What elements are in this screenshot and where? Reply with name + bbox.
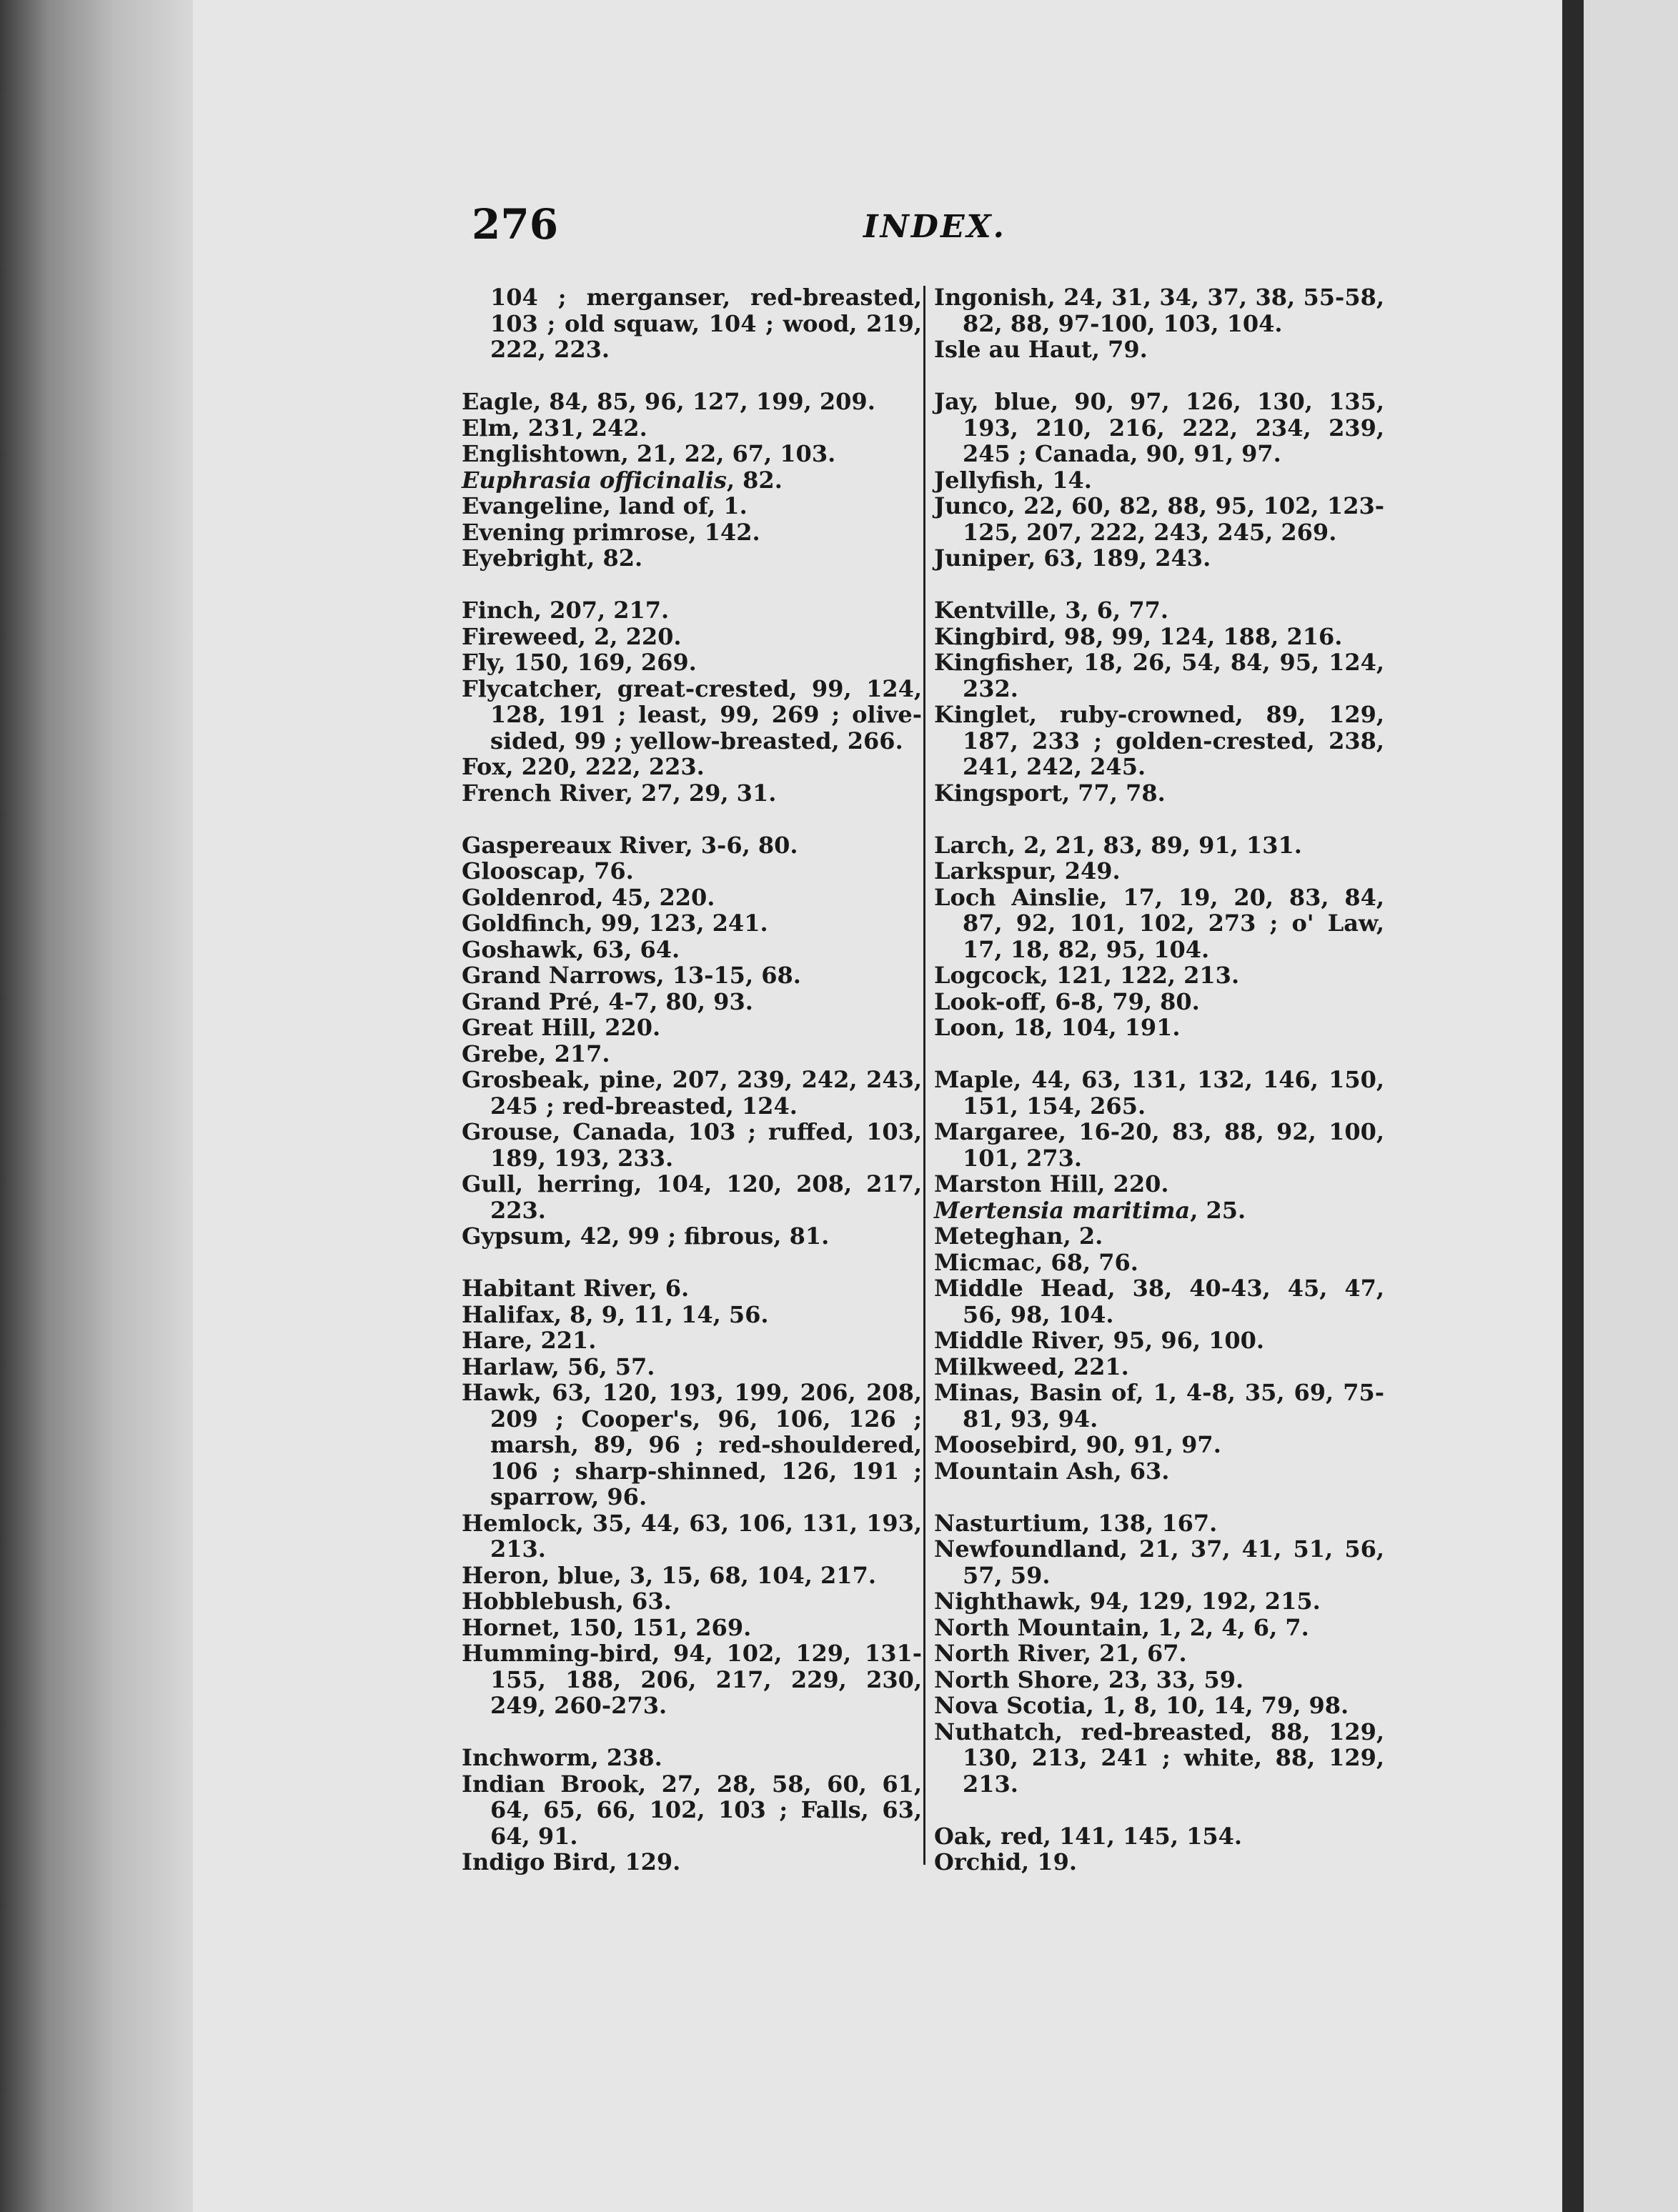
index-entry: Nuthatch, red-breasted, 88, 129, 130, 213, 241 ; white, 88, 129, 213. [934, 1718, 1384, 1798]
index-entry: Hobblebush, 63. [462, 1588, 672, 1615]
letter-group-gap [462, 1250, 922, 1276]
index-entry: Grand Pré, 4-7, 80, 93. [462, 987, 753, 1015]
letter-group-gap [462, 572, 922, 598]
index-entry: Marston Hill, 220. [934, 1170, 1169, 1197]
index-entry-continuation: 104 ; merganser, red-breasted, 103 ; old squaw, 104 ; wood, 219, 222, 223. [490, 284, 922, 363]
index-entry: Goldenrod, 45, 220. [462, 883, 715, 911]
index-entry: Eyebright, 82. [462, 544, 643, 572]
index-entry: Nasturtium, 138, 167. [934, 1509, 1218, 1537]
index-entry: Logcock, 121, 122, 213. [934, 962, 1240, 989]
index-entry: Englishtown, 21, 22, 67, 103. [462, 440, 836, 467]
page-header [472, 200, 1436, 250]
letter-group-gap [934, 1041, 1384, 1067]
index-entry: Gypsum, 42, 99 ; fibrous, 81. [462, 1222, 830, 1250]
index-entry: French River, 27, 29, 31. [462, 779, 777, 807]
index-entry: Larch, 2, 21, 83, 89, 91, 131. [934, 831, 1302, 859]
index-entry: Loon, 18, 104, 191. [934, 1014, 1181, 1041]
index-entry: Juniper, 63, 189, 243. [934, 544, 1211, 572]
entry-italic-term: Euphrasia officinalis [462, 466, 727, 494]
index-entry: Isle au Haut, 79. [934, 336, 1148, 363]
index-entry: Hornet, 150, 151, 269. [462, 1613, 752, 1641]
running-head: INDEX. [863, 209, 1006, 245]
index-entry: Grouse, Canada, 103 ; ruffed, 103, 189, 193, 233. [462, 1118, 922, 1172]
index-entry: Gaspereaux River, 3-6, 80. [462, 831, 798, 859]
book-gutter [1562, 0, 1584, 2212]
index-entry: Eagle, 84, 85, 96, 127, 199, 209. [462, 388, 875, 415]
index-entry: Middle River, 95, 96, 100. [934, 1327, 1265, 1354]
index-entry: Hemlock, 35, 44, 63, 106, 131, 193, 213. [462, 1509, 922, 1563]
index-entry: Nova Scotia, 1, 8, 10, 14, 79, 98. [934, 1692, 1349, 1719]
index-entry: North Mountain, 1, 2, 4, 6, 7. [934, 1613, 1309, 1641]
index-entry: Goldfinch, 99, 123, 241. [462, 910, 768, 937]
index-entry: Mountain Ash, 63. [934, 1457, 1170, 1485]
index-entry: Kentville, 3, 6, 77. [934, 597, 1168, 624]
index-entry: Grand Narrows, 13-15, 68. [462, 962, 801, 989]
index-entry: Junco, 22, 60, 82, 88, 95, 102, 123-125, 207, 222, 243, 245, 269. [934, 492, 1384, 546]
index-entry: Flycatcher, great-crested, 99, 124, 128, 191 ; least, 99, 269 ; olive-sided, 99 ; yellow-breasted, 266. [462, 674, 922, 754]
index-entry: Gull, herring, 104, 120, 208, 217, 223. [462, 1170, 922, 1224]
index-column-left [462, 284, 922, 1875]
index-entry [462, 467, 922, 494]
entry-italic-term: Mertensia maritima [934, 1196, 1191, 1224]
index-column-right [934, 284, 1384, 1875]
index-entry: Jay, blue, 90, 97, 126, 130, 135, 193, 210, 216, 222, 234, 239, 245 ; Canada, 90, 91, 97. [934, 388, 1384, 467]
index-entry: Nighthawk, 94, 129, 192, 215. [934, 1588, 1321, 1615]
entry-pages: , 25. [1190, 1196, 1246, 1224]
index-entry: North River, 21, 67. [934, 1640, 1187, 1667]
index-entry: Kingbird, 98, 99, 124, 188, 216. [934, 622, 1343, 650]
index-entry: Meteghan, 2. [934, 1222, 1103, 1250]
index-entry: Halifax, 8, 9, 11, 14, 56. [462, 1300, 769, 1328]
index-entry: Evening primrose, 142. [462, 518, 760, 546]
letter-group-gap [462, 363, 922, 389]
index-entry: Hare, 221. [462, 1327, 597, 1354]
index-entry: Glooscap, 76. [462, 857, 634, 885]
page-edge-shading [0, 0, 193, 2212]
index-entry [934, 1197, 1384, 1224]
index-entry: Habitant River, 6. [462, 1275, 690, 1302]
index-entry: Look-off, 6-8, 79, 80. [934, 987, 1200, 1015]
index-entry: Inchworm, 238. [462, 1744, 662, 1771]
index-entry: Newfoundland, 21, 37, 41, 51, 56, 57, 59. [934, 1535, 1384, 1589]
index-entry: Indian Brook, 27, 28, 58, 60, 61, 64, 65, 66, 102, 103 ; Falls, 63, 64, 91. [462, 1770, 922, 1850]
index-entry: Loch Ainslie, 17, 19, 20, 83, 84, 87, 92, 101, 102, 273 ; o' Law, 17, 18, 82, 95, 104. [934, 883, 1384, 963]
index-entry: Maple, 44, 63, 131, 132, 146, 150, 151, 154, 265. [934, 1066, 1384, 1120]
letter-group-gap [462, 1719, 922, 1745]
entry-pages: , 82. [726, 466, 783, 494]
index-entry: Fireweed, 2, 220. [462, 622, 682, 650]
index-entry: Fly, 150, 169, 269. [462, 649, 697, 676]
index-entry: Kinglet, ruby-crowned, 89, 129, 187, 233 ; golden-crested, 238, 241, 242, 245. [934, 701, 1384, 780]
index-entry: Oak, red, 141, 145, 154. [934, 1822, 1243, 1850]
index-entry: Hawk, 63, 120, 193, 199, 206, 208, 209 ; Cooper's, 96, 106, 126 ; marsh, 89, 96 ; red-shouldered, 106 ; sharp-shinned, 126, 191 ; sparrow, 96. [462, 1379, 922, 1510]
letter-group-gap [934, 806, 1384, 832]
index-entry: Milkweed, 221. [934, 1352, 1129, 1380]
letter-group-gap [934, 363, 1384, 389]
letter-group-gap [934, 1484, 1384, 1510]
index-entry: Heron, blue, 3, 15, 68, 104, 217. [462, 1561, 876, 1589]
index-entry: Grosbeak, pine, 207, 239, 242, 243, 245 ; red-breasted, 124. [462, 1066, 922, 1120]
index-entry: Harlaw, 56, 57. [462, 1352, 655, 1380]
page-number: 276 [472, 200, 559, 249]
index-entry: Micmac, 68, 76. [934, 1248, 1138, 1276]
index-entry: Finch, 207, 217. [462, 597, 670, 624]
column-divider [923, 286, 925, 1865]
index-entry: Moosebird, 90, 91, 97. [934, 1431, 1221, 1458]
index-entry: Fox, 220, 222, 223. [462, 753, 705, 780]
index-entry: Orchid, 19. [934, 1848, 1077, 1875]
letter-group-gap [934, 572, 1384, 598]
index-entry: Middle Head, 38, 40-43, 45, 47, 56, 98, 104. [934, 1275, 1384, 1328]
index-entry: Elm, 231, 242. [462, 414, 647, 442]
letter-group-gap [462, 806, 922, 832]
facing-page-strip [1584, 0, 1678, 2212]
letter-group-gap [934, 1797, 1384, 1823]
index-entry: Evangeline, land of, 1. [462, 492, 748, 519]
index-entry: Goshawk, 63, 64. [462, 935, 680, 963]
index-entry: Jellyfish, 14. [934, 466, 1092, 494]
index-entry: Ingonish, 24, 31, 34, 37, 38, 55-58, 82, 88, 97-100, 103, 104. [934, 284, 1384, 337]
index-entry: Kingsport, 77, 78. [934, 779, 1166, 807]
index-entry: Indigo Bird, 129. [462, 1848, 681, 1875]
index-entry: Humming-bird, 94, 102, 129, 131-155, 188, 206, 217, 229, 230, 249, 260-273. [462, 1640, 922, 1719]
index-entry: Larkspur, 249. [934, 857, 1121, 885]
index-entry: North Shore, 23, 33, 59. [934, 1665, 1244, 1693]
index-entry: Great Hill, 220. [462, 1014, 661, 1041]
index-entry: Minas, Basin of, 1, 4-8, 35, 69, 75-81, 93, 94. [934, 1379, 1384, 1433]
index-entry: Grebe, 217. [462, 1040, 610, 1067]
index-entry: Kingfisher, 18, 26, 54, 84, 95, 124, 232. [934, 649, 1384, 702]
index-entry: Margaree, 16-20, 83, 88, 92, 100, 101, 273. [934, 1118, 1384, 1172]
